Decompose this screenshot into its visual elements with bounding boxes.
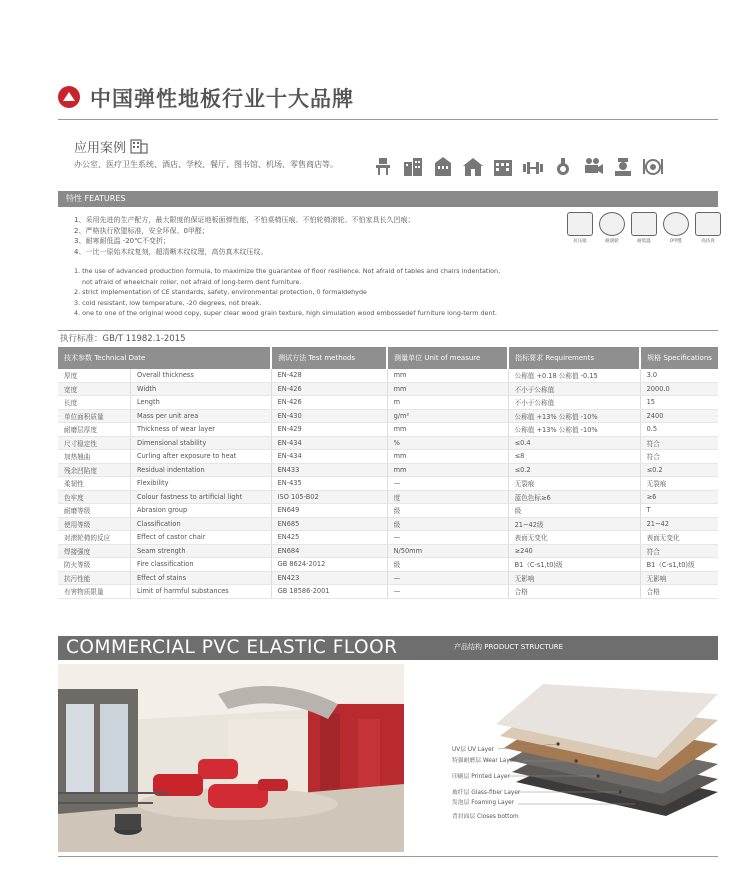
- table-cell: Length: [131, 396, 272, 410]
- cinema-icon: [582, 154, 604, 176]
- layer-label: 特强耐磨层 Wear Layer: [452, 758, 516, 764]
- table-cell: EN-434: [271, 436, 387, 450]
- col-header: 技术参数 Technical Date: [58, 347, 271, 369]
- table-cell: ≤0.2: [508, 463, 640, 477]
- feature-cn-item: 4、一比一原始木纹复刻，超清晰木纹纹理，高仿真木纹压纹。: [74, 247, 268, 256]
- table-cell: EN649: [271, 504, 387, 518]
- table-cell: ≤0.2: [640, 463, 718, 477]
- table-cell: 级: [387, 517, 508, 531]
- table-cell: 尺寸稳定性: [58, 436, 131, 450]
- table-cell: 无裂痕: [640, 477, 718, 491]
- table-cell: 级: [508, 504, 640, 518]
- application-list: 办公室、医疗卫生系统、酒店、学校、餐厅、图书馆、机场、零售商店等。: [74, 160, 338, 169]
- table-cell: Residual indentation: [131, 463, 272, 477]
- table-cell: 防火等级: [58, 558, 131, 572]
- table-cell: 3.0: [640, 369, 718, 382]
- table-cell: EN425: [271, 531, 387, 545]
- table-cell: —: [387, 477, 508, 491]
- table-cell: 0.5: [640, 423, 718, 437]
- application-title-text: 应用案例: [74, 141, 127, 156]
- table-cell: mm: [387, 369, 508, 382]
- table-row: [58, 504, 718, 518]
- table-row: [58, 490, 718, 504]
- table-cell: 2400: [640, 409, 718, 423]
- table-cell: EN685: [271, 517, 387, 531]
- table-row: [58, 571, 718, 585]
- table-row: [58, 423, 718, 437]
- table-cell: 不小于公称值: [508, 382, 640, 396]
- features-band: 特性 FEATURES: [58, 191, 718, 207]
- table-cell: Fire classification: [131, 558, 272, 572]
- table-cell: EN-435: [271, 477, 387, 491]
- col-header: 测量单位 Unit of measure: [387, 347, 508, 369]
- layer-label: 印刷层 Printed Layer: [452, 774, 510, 780]
- table-cell: mm: [387, 450, 508, 464]
- table-row: [58, 409, 718, 423]
- table-cell: 对滚轮椅的反应: [58, 531, 131, 545]
- table-cell: 21~42: [640, 517, 718, 531]
- table-cell: Abrasion group: [131, 504, 272, 518]
- table-cell: EN-430: [271, 409, 387, 423]
- table-cell: —: [387, 531, 508, 545]
- leaf-icon: [663, 212, 689, 236]
- table-cell: 无影响: [640, 571, 718, 585]
- page-title: 中国弹性地板行业十大品牌: [90, 87, 354, 111]
- feature-badges: [566, 212, 722, 244]
- table-cell: 级: [387, 558, 508, 572]
- layer-label: UV层 UV Layer: [452, 747, 495, 753]
- hotel-icon: [432, 154, 454, 176]
- table-cell: 有害物质限量: [58, 585, 131, 599]
- table-cell: —: [387, 585, 508, 599]
- table-row: [58, 477, 718, 491]
- table-cell: EN684: [271, 544, 387, 558]
- roller-icon: [599, 212, 625, 236]
- table-cell: 耐磨等级: [58, 504, 131, 518]
- dining-icon: [642, 154, 664, 176]
- desk-icon: [372, 154, 394, 176]
- table-cell: Curling after exposure to heat: [131, 450, 272, 464]
- table-cell: GB 18586-2001: [271, 585, 387, 599]
- feature-en-item: 3. cold resistant, low temperature, -20 degrees, not break.: [74, 298, 262, 307]
- table-row: [58, 436, 718, 450]
- feature-cn-item: 1、采用先进的生产配方，最大限度的保证地板面弹性能，不怕桌椅压痕、不怕轮椅滚轮、不怕家具长久凹痕；: [74, 216, 415, 224]
- standard-label: 执行标准：GB/T 11982.1-2015: [60, 334, 186, 344]
- badge-label: 抗压痕: [573, 239, 587, 244]
- table-row: [58, 382, 718, 396]
- application-icons: [372, 150, 717, 176]
- table-cell: 焊接强度: [58, 544, 131, 558]
- table-cell: 不小于公称值: [508, 396, 640, 410]
- table-cell: Dimensional stability: [131, 436, 272, 450]
- table-cell: 柔韧性: [58, 477, 131, 491]
- table-row: [58, 558, 718, 572]
- table-cell: ISO 105-B02: [271, 490, 387, 504]
- brand-logo-icon: [58, 86, 80, 108]
- table-cell: EN-428: [271, 369, 387, 382]
- table-cell: g/m²: [387, 409, 508, 423]
- col-header: 指标要求 Requirements: [508, 347, 640, 369]
- table-cell: 耐磨层厚度: [58, 423, 131, 437]
- table-cell: 长度: [58, 396, 131, 410]
- table-cell: ≥6: [640, 490, 718, 504]
- table-cell: GB 8624-2012: [271, 558, 387, 572]
- table-cell: 残余凹陷度: [58, 463, 131, 477]
- col-header: 规格 Specifications: [640, 347, 718, 369]
- table-row: [58, 450, 718, 464]
- table-cell: EN-434: [271, 450, 387, 464]
- table-cell: m: [387, 396, 508, 410]
- table-row: [58, 531, 718, 545]
- school-icon: [462, 154, 484, 176]
- table-cell: 公称值 +13% 公称值 -10%: [508, 409, 640, 423]
- table-row: [58, 463, 718, 477]
- table-row: [58, 517, 718, 531]
- wood-grain-icon: [695, 212, 721, 236]
- table-cell: mm: [387, 423, 508, 437]
- table-header-row: [58, 347, 718, 369]
- table-cell: Classification: [131, 517, 272, 531]
- table-cell: —: [387, 571, 508, 585]
- table-cell: Effect of castor chair: [131, 531, 272, 545]
- divider: [58, 119, 718, 120]
- table-cell: mm: [387, 463, 508, 477]
- table-row: [58, 544, 718, 558]
- table-cell: 表面无变化: [640, 531, 718, 545]
- layer-label: 背封面层 Closes bottom: [452, 814, 519, 820]
- badge-label: 高仿真: [701, 239, 715, 244]
- table-cell: Width: [131, 382, 272, 396]
- divider: [58, 330, 718, 331]
- office-building-icon: [402, 154, 424, 176]
- application-title: [74, 137, 148, 156]
- spec-table: [58, 347, 718, 599]
- table-cell: EN433: [271, 463, 387, 477]
- table-cell: 15: [640, 396, 718, 410]
- table-cell: 符合: [640, 450, 718, 464]
- table-cell: N/50mm: [387, 544, 508, 558]
- table-cell: 2000.0: [640, 382, 718, 396]
- table-cell: Thickness of wear layer: [131, 423, 272, 437]
- table-cell: 21~42级: [508, 517, 640, 531]
- table-cell: Seam strength: [131, 544, 272, 558]
- table-row: [58, 585, 718, 599]
- table-cell: ≤8: [508, 450, 640, 464]
- table-cell: B1（C-s1,t0)级: [640, 558, 718, 572]
- col-header: 测试方法 Test methods: [271, 347, 387, 369]
- table-cell: 符合: [640, 436, 718, 450]
- table-cell: Limit of harmful substances: [131, 585, 272, 599]
- table-cell: 加热翘曲: [58, 450, 131, 464]
- feature-en-item: 1. the use of advanced production formula, to maximize the guarantee of floor resilience. Not afraid of tables and chairs indentation,: [74, 267, 501, 275]
- table-cell: 公称值 +13% 公称值 -10%: [508, 423, 640, 437]
- library-icon: [492, 154, 514, 176]
- formaldehyde-badge: [662, 212, 690, 244]
- table-cell: mm: [387, 382, 508, 396]
- table-cell: B1（C-s1,t0)级: [508, 558, 640, 572]
- realistic-badge: [694, 212, 722, 244]
- feature-en-item: 4. one to one of the original wood copy, super clear wood grain texture, high simulation wood embossedef furniture long-term dent.: [74, 309, 498, 317]
- gym-icon: [522, 154, 544, 176]
- feature-cn-item: 3、耐寒耐低温 -20℃不变折；: [74, 237, 170, 245]
- thermometer-icon: [631, 212, 657, 236]
- table-cell: 使用等级: [58, 517, 131, 531]
- layer-label: 玻纤层 Glass-fiber Layer: [452, 790, 521, 796]
- table-cell: 合格: [508, 585, 640, 599]
- roller-badge: [598, 212, 626, 244]
- badge-label: 0甲醛: [670, 239, 682, 244]
- feature-en-item: 2. strict implementation of CE standards, safety, environmental protection, 0 formaldehyde: [74, 288, 367, 296]
- features-cn-list: [74, 215, 414, 257]
- anti-indent-icon: [567, 212, 593, 236]
- table-cell: EN423: [271, 571, 387, 585]
- table-cell: Flexibility: [131, 477, 272, 491]
- badge-label: 耐低温: [637, 239, 651, 244]
- feature-en-item: not afraid of wheelchair roller, not afraid of long-term dent furniture.: [82, 277, 302, 286]
- table-cell: Effect of stains: [131, 571, 272, 585]
- feature-cn-item: 2、严格执行欧盟标准，安全环保、0甲醛；: [74, 226, 209, 235]
- table-cell: ≥240: [508, 544, 640, 558]
- table-cell: 无影响: [508, 571, 640, 585]
- table-cell: 抗污性能: [58, 571, 131, 585]
- table-cell: EN-426: [271, 396, 387, 410]
- table-cell: 无裂痕: [508, 477, 640, 491]
- divider: [58, 856, 718, 857]
- table-cell: 色牢度: [58, 490, 131, 504]
- structure-title: 产品结构 PRODUCT STRUCTURE: [454, 643, 564, 651]
- table-cell: ≤0.4: [508, 436, 640, 450]
- table-row: [58, 396, 718, 410]
- laboratory-icon: [552, 154, 574, 176]
- anti-indent-badge: [566, 212, 594, 244]
- table-cell: 蓝色色标≥6: [508, 490, 640, 504]
- low-temp-badge: [630, 212, 658, 244]
- table-cell: 符合: [640, 544, 718, 558]
- table-cell: 度: [387, 490, 508, 504]
- table-cell: T: [640, 504, 718, 518]
- interior-photo: [58, 664, 404, 852]
- table-cell: Colour fastness to artificial light: [131, 490, 272, 504]
- building-icon: [130, 138, 148, 154]
- table-row: [58, 369, 718, 382]
- layer-label: 发泡层 Foaming Layer: [452, 800, 515, 806]
- table-cell: 合格: [640, 585, 718, 599]
- table-cell: %: [387, 436, 508, 450]
- table-cell: 公称值 +0.18 公称值 -0.15: [508, 369, 640, 382]
- table-cell: 厚度: [58, 369, 131, 382]
- table-cell: EN-426: [271, 382, 387, 396]
- pvc-title: COMMERCIAL PVC ELASTIC FLOOR: [66, 637, 398, 658]
- table-cell: 单位面积质量: [58, 409, 131, 423]
- table-cell: Mass per unit area: [131, 409, 272, 423]
- table-cell: Overall thickness: [131, 369, 272, 382]
- badge-label: 耐滚轮: [605, 239, 619, 244]
- restaurant-icon: [612, 154, 634, 176]
- features-en-list: [74, 266, 500, 319]
- table-cell: 级: [387, 504, 508, 518]
- table-cell: EN-429: [271, 423, 387, 437]
- table-cell: 表面无变化: [508, 531, 640, 545]
- table-cell: 宽度: [58, 382, 131, 396]
